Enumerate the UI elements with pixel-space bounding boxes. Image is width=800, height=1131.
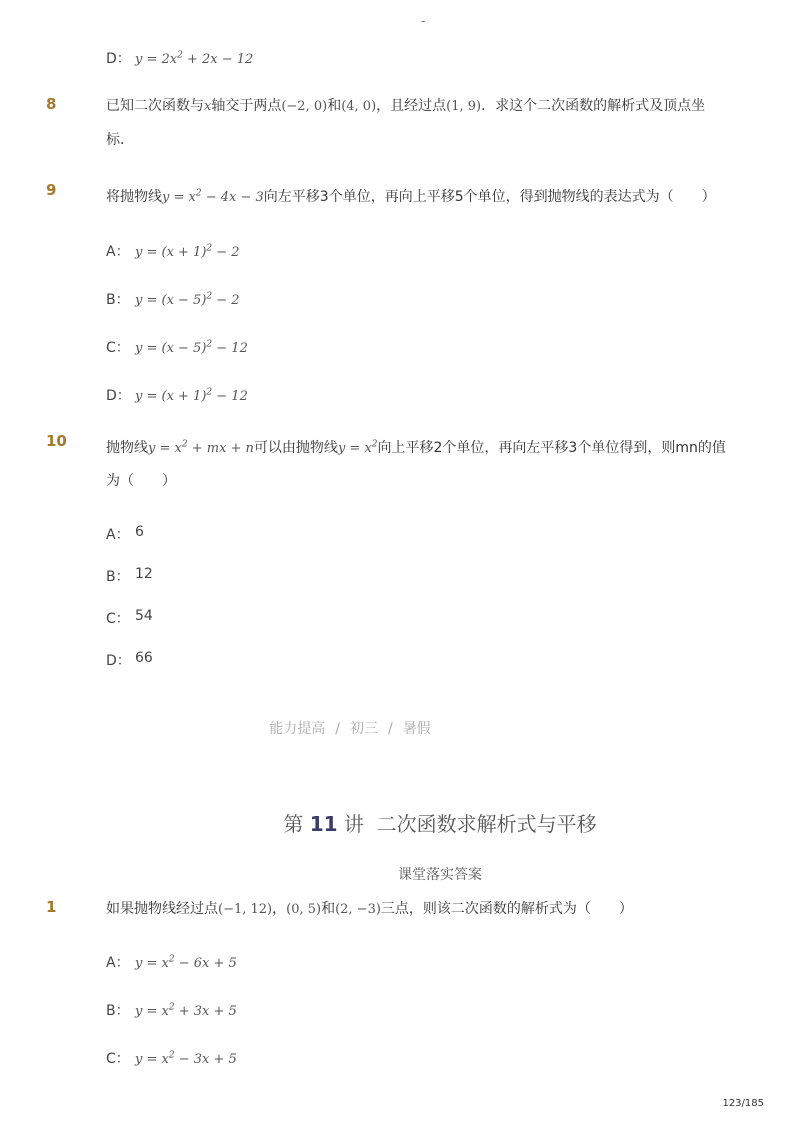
q1-option-a-label: A：: [106, 955, 130, 971]
q1-option-b-label: B：: [106, 1003, 130, 1019]
breadcrumb-item-grade: 初三: [350, 721, 378, 737]
q10-option-c-label: C：: [106, 611, 130, 627]
q9-option-b-expression: $y = (x - 5)^2 - 2$: [135, 292, 240, 309]
q9-option-d-label: D：: [106, 388, 131, 404]
q10-option-d-label: D：: [106, 653, 131, 669]
question-8-text-line2: 标．: [106, 132, 134, 148]
q10-option-b-label: B：: [106, 569, 130, 585]
page-number: 123/185: [722, 1098, 764, 1109]
question-number-8: 8: [46, 95, 57, 113]
q1-option-a-expression: $y = x^2 - 6x + 5$: [135, 955, 237, 972]
question-number-9: 9: [46, 181, 57, 199]
q10-option-b-value: 12: [135, 566, 153, 582]
question-number-10: 10: [46, 432, 67, 450]
q9-option-a-label: A：: [106, 244, 130, 260]
q10-option-a-label: A：: [106, 527, 130, 543]
chapter-title: 第 11 讲 二次函数求解析式与平移: [283, 812, 597, 836]
q1-option-c-label: C：: [106, 1051, 130, 1067]
breadcrumb-item-term: 暑假: [402, 721, 431, 737]
breadcrumb: [0, 718, 700, 738]
question-9-text: 将抛物线$y = x^2 - 4x - 3$向左平移3个单位，再向上平移5个单位，得到抛物线的表达式为（ ）: [106, 188, 716, 205]
q10-option-a-value: 6: [135, 524, 144, 540]
q7-option-d-label: D：: [106, 51, 131, 67]
breadcrumb-item-level: 能力提高: [269, 721, 326, 737]
q1-option-c-expression: $y = x^2 - 3x + 5$: [135, 1051, 237, 1068]
question-8-text-line1: 已知二次函数与x轴交于两点(−2, 0)和(4, 0)，且经过点(1, 9)．求这个二次函数的解析式及顶点坐: [106, 98, 706, 114]
header-mark: -: [421, 14, 426, 28]
q10-option-c-value: 54: [135, 608, 153, 624]
section-title: 课堂落实答案: [398, 867, 482, 883]
q1-option-b-expression: $y = x^2 + 3x + 5$: [135, 1003, 237, 1020]
q9-option-d-expression: $y = (x + 1)^2 - 12$: [135, 388, 248, 405]
q7-option-d-expression: $y = 2x^2 + 2x - 12$: [135, 51, 254, 68]
breadcrumb-separator: /: [388, 721, 393, 737]
q10-option-d-value: 66: [135, 650, 153, 666]
breadcrumb-separator: /: [335, 721, 340, 737]
q9-option-c-label: C：: [106, 340, 130, 356]
question-10-text-line1: 抛物线$y = x^2$ + mx + n可以由抛物线$y = x^2$向上平移2个单位，再向左平移3个单位得到，则mn的值: [106, 439, 726, 456]
question-10-text-line2: 为（ ）: [106, 473, 176, 489]
q9-option-b-label: B：: [106, 292, 130, 308]
q9-option-a-expression: $y = (x + 1)^2 - 2$: [135, 244, 240, 261]
question-1-text: 如果抛物线经过点(−1, 12)，(0, 5)和(2, −3)三点，则该二次函数的解析式为（ ）: [106, 901, 633, 917]
q9-option-c-expression: $y = (x - 5)^2 - 12$: [135, 340, 248, 357]
question-number-1: 1: [46, 898, 57, 916]
